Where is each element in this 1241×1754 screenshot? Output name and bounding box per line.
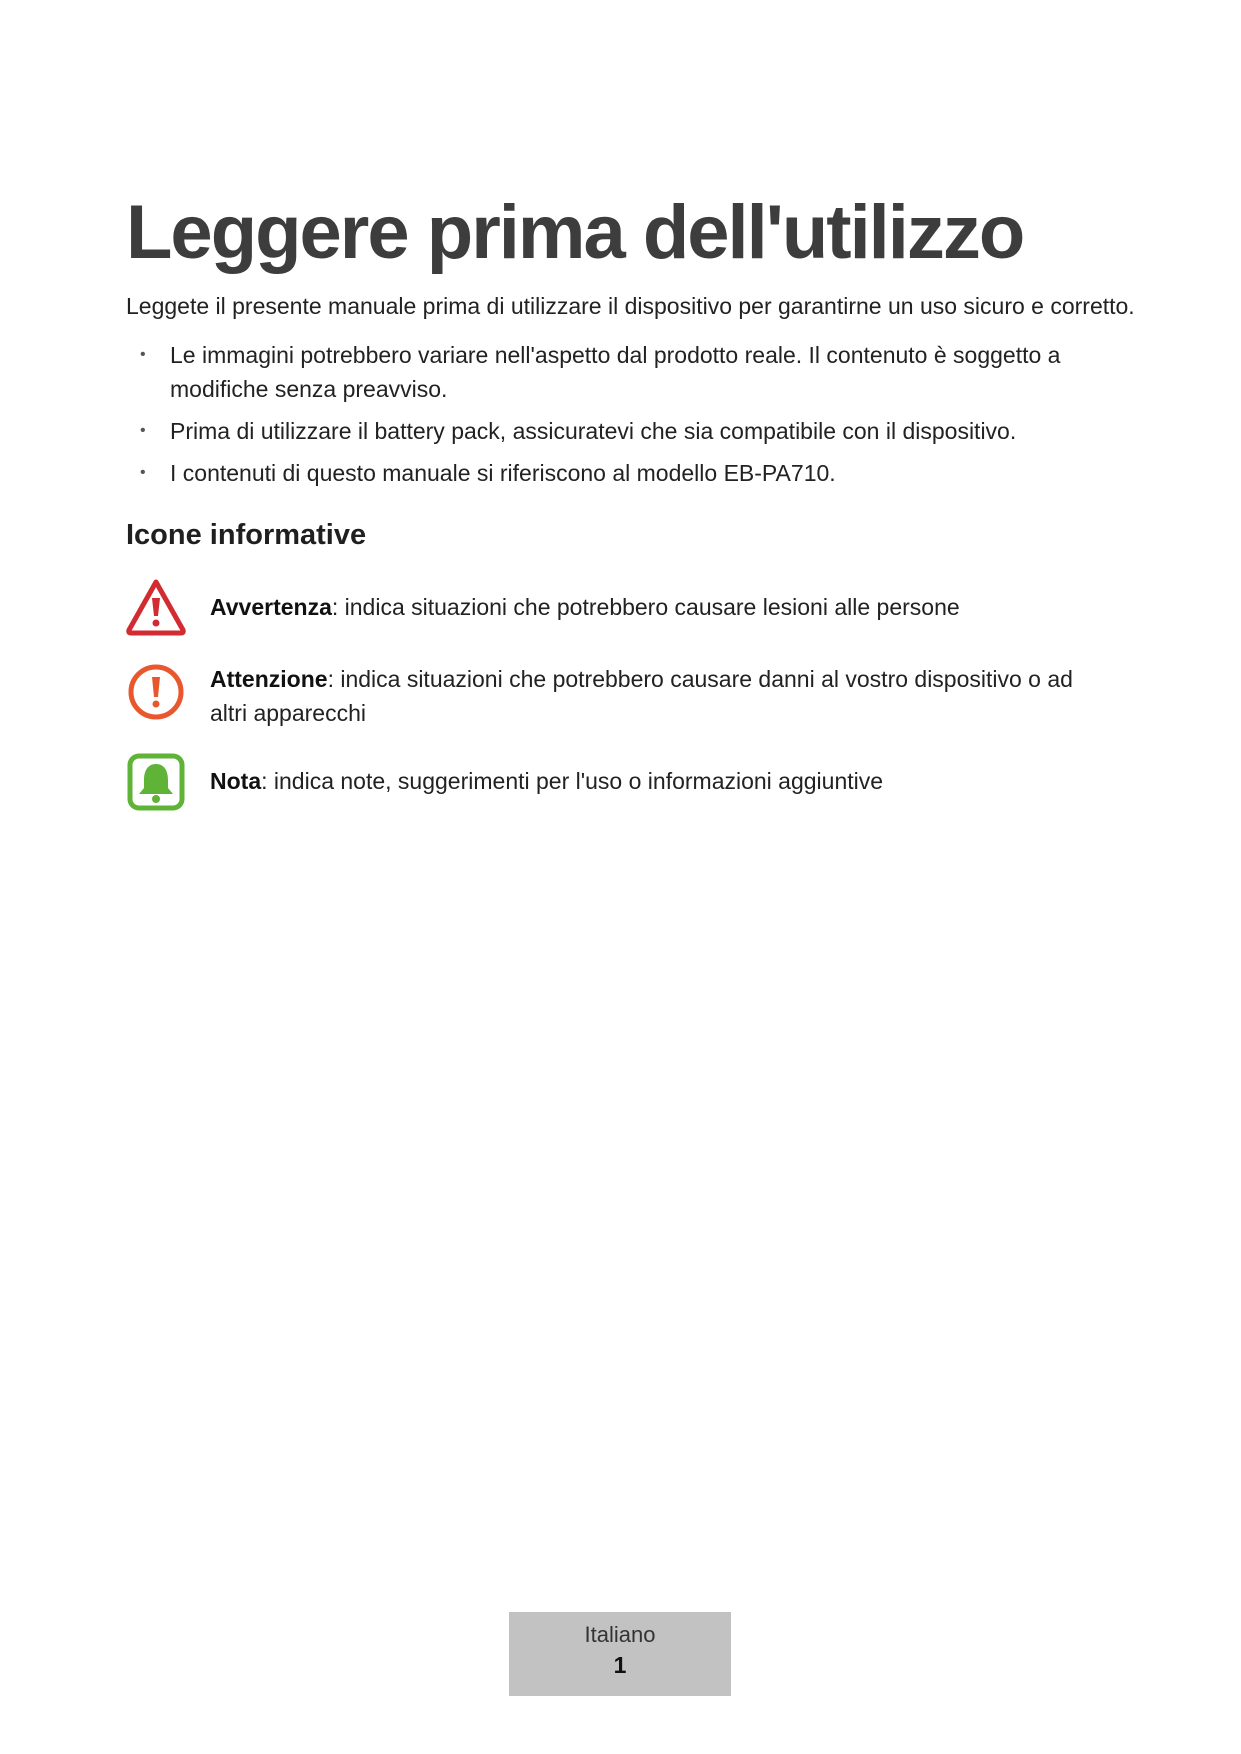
list-item bbox=[126, 338, 1086, 406]
page-number: 1 bbox=[613, 1652, 627, 1678]
page-footer bbox=[509, 1612, 731, 1696]
bullet-marker: • bbox=[140, 346, 146, 363]
info-text bbox=[210, 662, 1110, 730]
list-item-text: Prima di utilizzare il battery pack, assicuratevi che sia compatibile con il dispositivo. bbox=[170, 418, 1017, 444]
info-text bbox=[210, 764, 1110, 798]
info-description: : indica note, suggerimenti per l'uso o informazioni aggiuntive bbox=[261, 768, 884, 794]
bullet-marker: • bbox=[140, 464, 146, 481]
info-text bbox=[210, 590, 1110, 624]
info-description: : indica situazioni che potrebbero causare lesioni alle persone bbox=[331, 594, 960, 620]
bullet-marker: • bbox=[140, 422, 146, 439]
intro-paragraph: Leggete il presente manuale prima di utilizzare il dispositivo per garantirne un uso sicuro e corretto. bbox=[126, 293, 1135, 319]
caution-circle-icon bbox=[126, 662, 186, 722]
footer-language: Italiano bbox=[584, 1622, 656, 1647]
section-title: Icone informative bbox=[126, 519, 367, 551]
list-item-text: I contenuti di questo manuale si riferiscono al modello EB-PA710. bbox=[170, 460, 836, 486]
info-description: : indica situazioni che potrebbero causare danni al vostro dispositivo o ad altri apparecchi bbox=[210, 666, 1073, 726]
info-label: Avvertenza bbox=[210, 594, 332, 620]
bullet-list bbox=[126, 338, 1086, 498]
warning-triangle-icon bbox=[126, 578, 186, 638]
list-item bbox=[126, 456, 1086, 490]
info-label: Attenzione bbox=[210, 666, 328, 692]
page-title: Leggere prima dell'utilizzo bbox=[126, 190, 1024, 275]
info-label: Nota bbox=[210, 768, 262, 794]
note-bell-icon bbox=[126, 752, 186, 812]
list-item bbox=[126, 414, 1086, 448]
list-item-text: Le immagini potrebbero variare nell'aspetto dal prodotto reale. Il contenuto è soggetto a modifiche senza preavviso. bbox=[170, 342, 1061, 402]
